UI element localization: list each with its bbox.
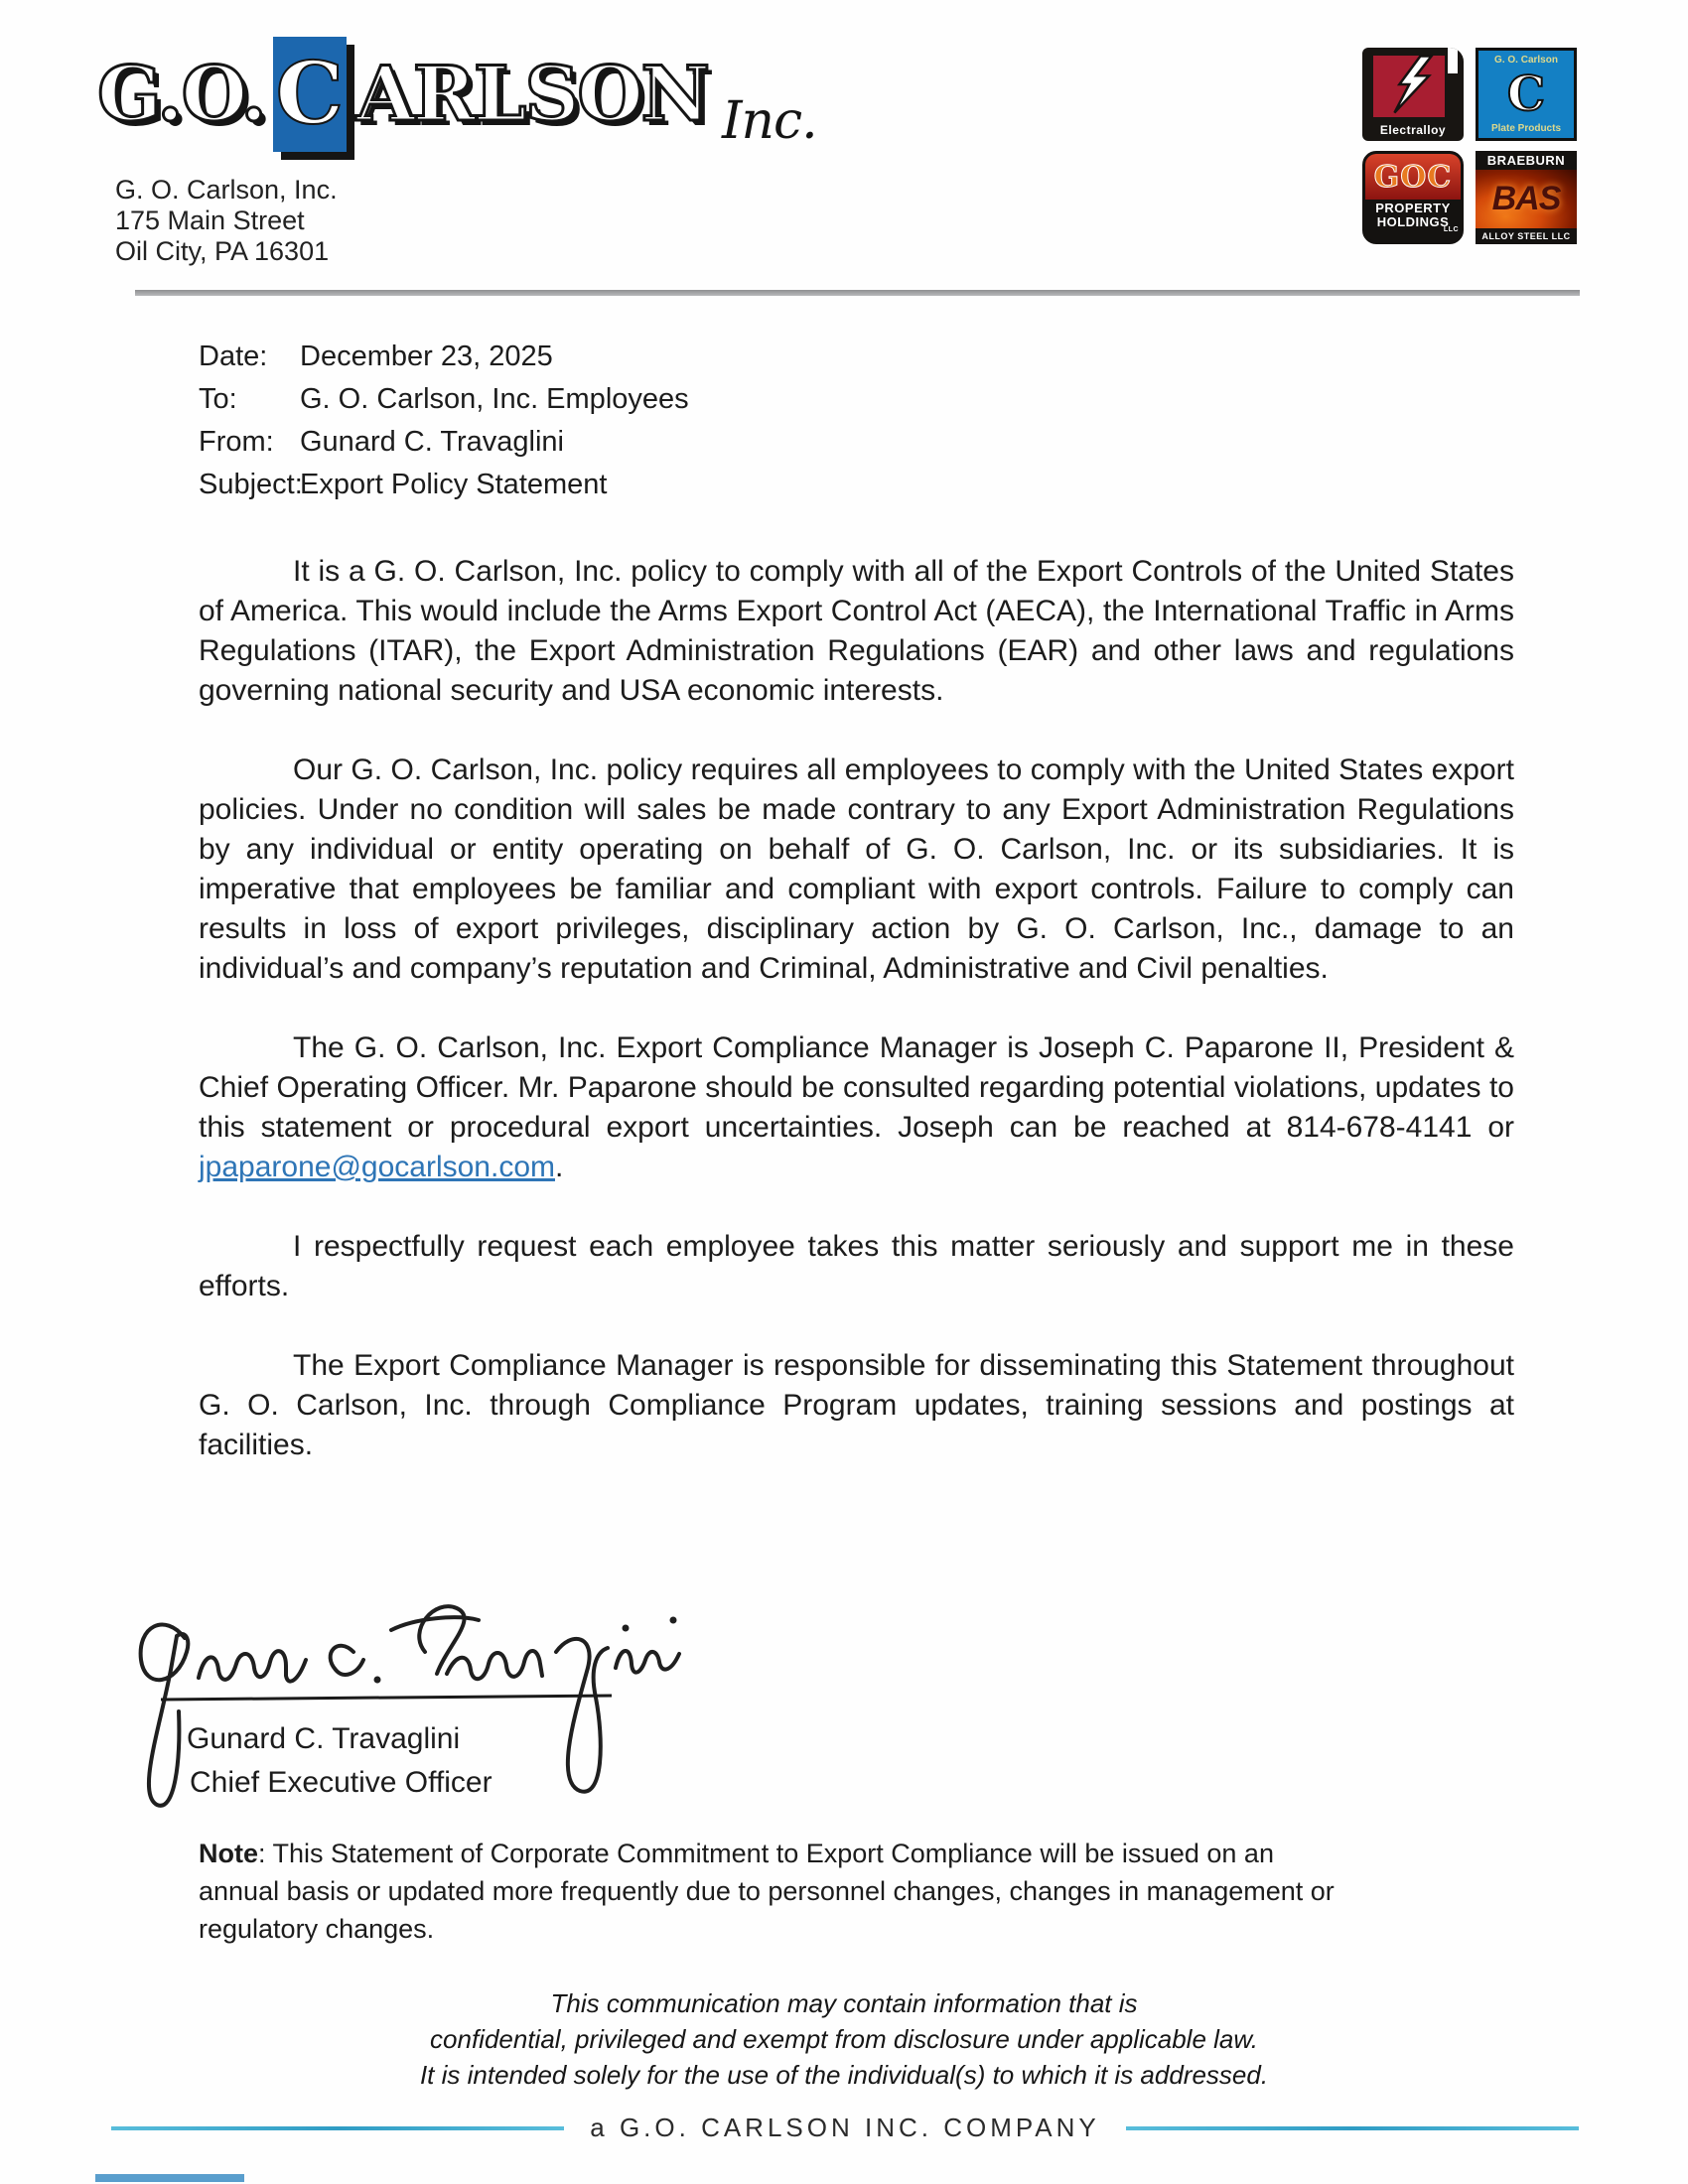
signer-name: Gunard C. Travaglini xyxy=(187,1722,461,1755)
footer-right-line xyxy=(1126,2126,1579,2130)
address-street: 175 Main Street xyxy=(115,205,305,235)
memo-date-value: December 23, 2025 xyxy=(300,341,553,372)
footer-text: a G.O. CARLSON INC. COMPANY xyxy=(590,2113,1100,2142)
paragraph-manager-text: The G. O. Carlson, Inc. Export Compliance Manager is Joseph C. Paparone II, President & Chief Operating Officer. Mr. Paparone should be consulted regarding potential violations, updates to this statement or procedural export uncertainties. Joseph can be reached at 814-678-4141 or xyxy=(199,1031,1514,1144)
electralloy-logo xyxy=(1362,48,1464,141)
company-logo xyxy=(97,30,817,159)
paragraph-dissemination: The Export Compliance Manager is responsible for disseminating this Statement throughout G. O. Carlson, Inc. through Compliance Program updates, training sessions and postings at facilities. xyxy=(199,1349,1514,1461)
memo-header xyxy=(199,336,1514,506)
note-paragraph xyxy=(199,1835,1350,1948)
memo-from-value: Gunard C. Travaglini xyxy=(300,426,564,458)
memo-from-label: From: xyxy=(199,426,274,458)
plate-bottom-text: Plate Products xyxy=(1490,123,1562,134)
signer-title: Chief Executive Officer xyxy=(190,1766,492,1799)
memo-to-value: G. O. Carlson, Inc. Employees xyxy=(300,383,689,415)
goc-black-panel xyxy=(1365,200,1461,241)
logo-inc-text: Inc. xyxy=(722,91,817,151)
bas-text: BAS xyxy=(1491,180,1561,217)
goc-llc-text: LLC xyxy=(1443,226,1459,233)
logo-arlson-text: ARLSON xyxy=(355,50,708,138)
goc-property-logo xyxy=(1362,151,1464,244)
goc-property-text: PROPERTY xyxy=(1375,201,1451,215)
paragraph-request: I respectfully request each employee takes this matter seriously and support me in these efforts. xyxy=(199,1230,1514,1302)
sender-address xyxy=(115,175,338,267)
address-company: G. O. Carlson, Inc. xyxy=(115,175,338,205)
paragraphs xyxy=(199,552,1514,1465)
braeburn-flame-image xyxy=(1476,170,1577,228)
paragraph-manager xyxy=(199,1028,1514,1187)
corporate-logo-grid xyxy=(1362,48,1577,244)
note-label: Note xyxy=(199,1839,258,1868)
braeburn-title: BRAEBURN xyxy=(1476,151,1577,170)
memo-subject-label: Subject: xyxy=(199,469,303,500)
confidentiality-disclaimer xyxy=(0,1985,1688,2093)
memo-to-label: To: xyxy=(199,383,237,415)
plate-c-letter: C xyxy=(1506,67,1546,122)
plate-products-logo xyxy=(1476,48,1577,141)
logo-c-letter: C xyxy=(275,44,345,144)
goc-red-panel xyxy=(1365,154,1461,200)
braeburn-alloy-steel-text: ALLOY STEEL LLC xyxy=(1476,228,1577,244)
footer-left-line xyxy=(111,2126,564,2130)
letter-body xyxy=(199,336,1514,1465)
disclaimer-line-1: This communication may contain information that is xyxy=(550,1988,1138,2018)
memo-date-label: Date: xyxy=(199,341,268,372)
logo-go-text: G.O. xyxy=(97,50,265,138)
paragraph-compliance: Our G. O. Carlson, Inc. policy requires all employees to comply with the United States export policies. Under no condition will sales be made contrary to any Export Administration Regulations by any individual or entity operating on behalf of G. O. Carlson, Inc. or its subsidiaries. It is imperative that employees be familiar and compliant with export controls. Failure to comply can results in loss of export privileges, disciplinary action by G. O. Carlson, Inc., damage to an individual’s and company’s reputation and Criminal, Administrative and Civil penalties. xyxy=(199,753,1514,985)
disclaimer-line-2: confidential, privileged and exempt from disclosure under applicable law. xyxy=(430,2024,1258,2054)
note-text: : This Statement of Corporate Commitment to Export Compliance will be issued on an annual basis or updated more frequently due to personnel changes, changes in management or regulatory changes. xyxy=(199,1839,1335,1944)
logo-c-box xyxy=(273,37,347,152)
email-link[interactable]: jpaparone@gocarlson.com xyxy=(199,1151,555,1183)
address-city: Oil City, PA 16301 xyxy=(115,236,330,266)
scan-artifact xyxy=(95,2174,244,2182)
goc-text: GOC xyxy=(1373,159,1453,195)
braeburn-logo xyxy=(1476,151,1577,244)
disclaimer-line-3: It is intended solely for the use of the individual(s) to which it is addressed. xyxy=(419,2060,1269,2090)
lightning-icon xyxy=(1376,54,1450,115)
goc-holdings-text: HOLDINGS xyxy=(1376,214,1450,229)
paragraph-policy: It is a G. O. Carlson, Inc. policy to comply with all of the Export Controls of the United States of America. This would include the Arms Export Control Act (AECA), the International Traffic in Arms Regulations (ITAR), the Export Administration Regulations (EAR) and other laws and regulations governing national security and USA economic interests. xyxy=(199,555,1514,707)
header-divider xyxy=(135,290,1580,296)
electralloy-label: Electralloy xyxy=(1379,123,1447,137)
footer xyxy=(111,2113,1579,2143)
plate-top-text: G. O. Carlson xyxy=(1494,55,1558,66)
memo-subject-value: Export Policy Statement xyxy=(300,469,608,500)
paragraph-manager-period: . xyxy=(555,1151,564,1183)
